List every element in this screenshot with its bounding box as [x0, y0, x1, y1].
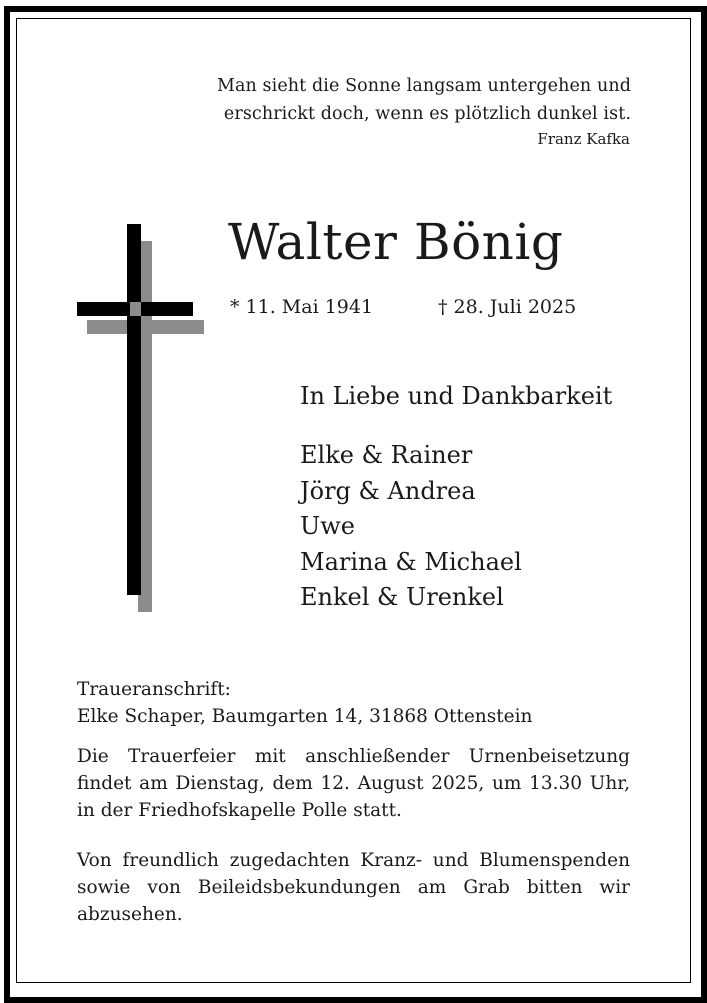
- ceremony-line-1: Die Trauerfeier mit anschließender Urnenbeisetzung: [77, 746, 630, 767]
- birth-date: * 11. Mai 1941: [230, 296, 374, 318]
- ceremony-line-2: findet am Dienstag, dem 12. August 2025, um 13.30 Uhr,: [77, 773, 630, 794]
- tribute-line: In Liebe und Dankbarkeit: [300, 382, 613, 410]
- quote: [217, 72, 631, 128]
- ceremony-block: [77, 743, 630, 824]
- quote-line-2: erschrickt doch, wenn es plötzlich dunkel ist.: [223, 104, 631, 124]
- flowers-line-1: Von freundlich zugedachten Kranz- und Blumenspenden: [77, 850, 630, 871]
- cross-overlap: [130, 302, 141, 316]
- mourner-2: Jörg & Andrea: [300, 476, 476, 505]
- cross-vertical: [127, 224, 141, 595]
- address-label: Traueranschrift:: [77, 679, 231, 700]
- death-date: † 28. Juli 2025: [438, 296, 577, 318]
- flowers-block: [77, 847, 630, 928]
- mourners-list: [300, 438, 522, 616]
- flowers-line-3: abzusehen.: [77, 904, 183, 925]
- mourner-4: Marina & Michael: [300, 547, 522, 576]
- quote-line-1: Man sieht die Sonne langsam untergehen und: [216, 76, 631, 96]
- address-value: Elke Schaper, Baumgarten 14, 31868 Ottenstein: [77, 706, 533, 727]
- mourner-1: Elke & Rainer: [300, 441, 473, 469]
- flowers-line-2: sowie von Beileidsbekundungen am Grab bitten wir: [77, 877, 630, 898]
- cross-shadow-horizontal: [87, 320, 204, 334]
- mourner-3: Uwe: [300, 512, 355, 540]
- address-block: [77, 676, 630, 730]
- quote-author: Franz Kafka: [537, 130, 630, 148]
- deceased-name: Walter Bönig: [228, 213, 564, 271]
- mourner-5: Enkel & Urenkel: [300, 583, 504, 611]
- ceremony-line-3: in der Friedhofskapelle Polle statt.: [77, 800, 402, 821]
